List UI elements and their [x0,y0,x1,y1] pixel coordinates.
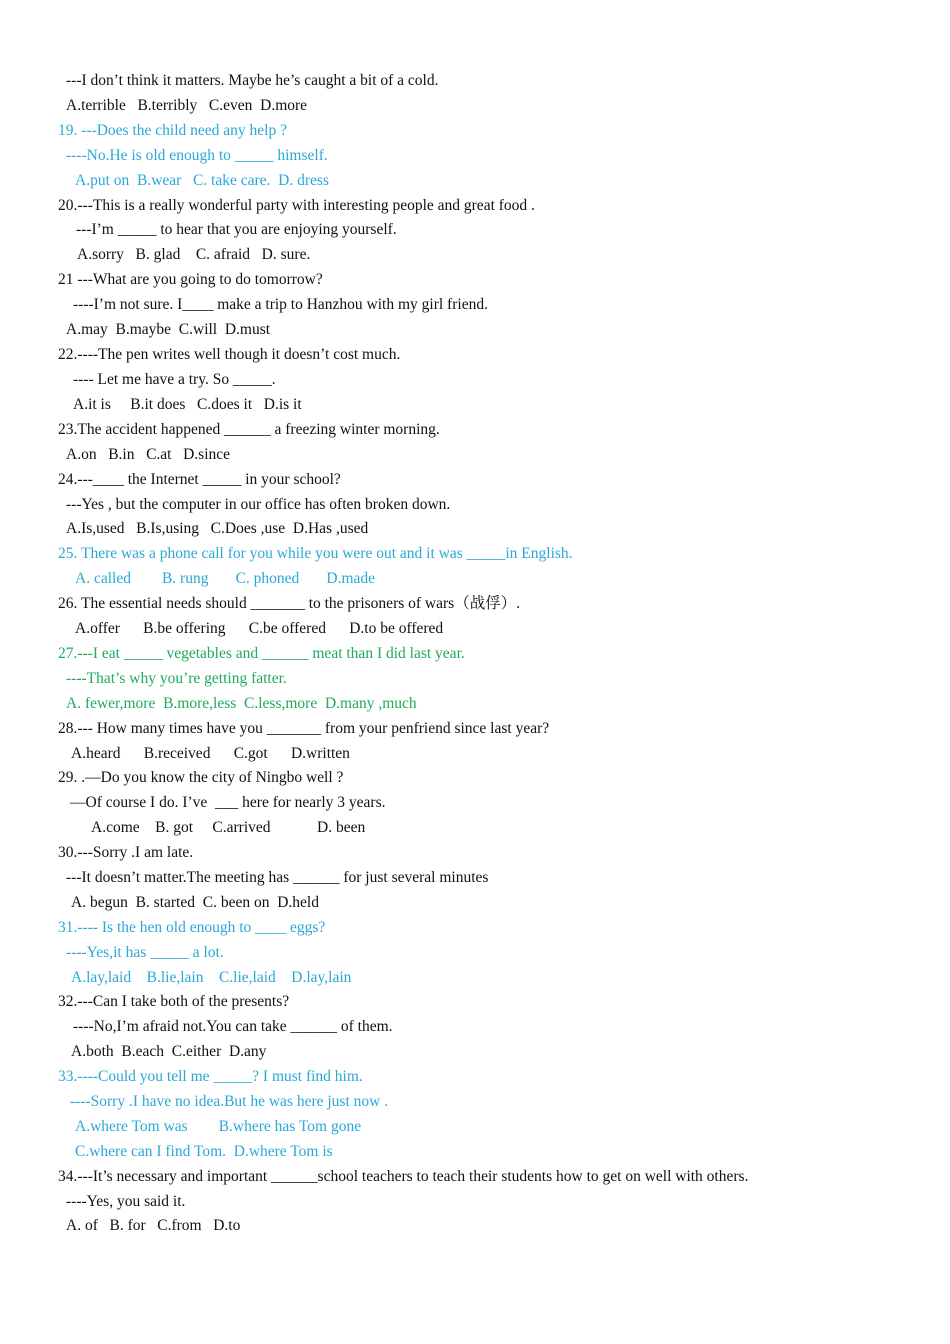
text-line: A.lay,laid B.lie,lain C.lie,laid D.lay,lain [71,969,352,986]
text-line: A.may B.maybe C.will D.must [66,321,271,338]
text-line: A. begun B. started C. been on D.held [71,894,319,911]
text-line: ----I’m not sure. I____ make a trip to Hanzhou with my girl friend. [73,296,488,313]
question-33: 33.----Could you tell me _____? I must find him. [58,1068,363,1085]
question-32: 32.---Can I take both of the presents? [58,993,290,1010]
text-line: ----No.He is old enough to _____ himself. [66,147,328,164]
question-24: 24.---____ the Internet _____ in your school? [58,471,341,488]
text-line: ---- Let me have a try. So _____. [73,371,276,388]
text-line: ----No,I’m afraid not.You can take ______ of them. [73,1018,393,1035]
text-line: ---Yes , but the computer in our office has often broken down. [66,496,451,513]
text-line: ---I don’t think it matters. Maybe he’s caught a bit of a cold. [66,72,439,89]
text-line: A.put on B.wear C. take care. D. dress [75,172,329,189]
question-27: 27.---I eat _____ vegetables and ______ meat than I did last year. [58,645,465,662]
text-line: A.where Tom was B.where has Tom gone [75,1118,362,1135]
question-31: 31.---- Is the hen old enough to ____ eggs? [58,919,326,936]
text-line: A.terrible B.terribly C.even D.more [66,97,308,114]
question-28: 28.--- How many times have you _______ from your penfriend since last year? [58,720,550,737]
text-line: ---I’m _____ to hear that you are enjoying yourself. [76,221,397,238]
question-23: 23.The accident happened ______ a freezing winter morning. [58,421,440,438]
text-line: ----Yes, you said it. [66,1193,186,1210]
question-26: 26. The essential needs should _______ to the prisoners of wars（战俘）. [58,595,521,612]
text-line: A.both B.each C.either D.any [71,1043,267,1060]
question-34: 34.---It’s necessary and important ______school teachers to teach their students how to get on well with others. [58,1168,749,1185]
question-30: 30.---Sorry .I am late. [58,844,194,861]
text-line: A.offer B.be offering C.be offered D.to be offered [75,620,444,637]
text-line: ----Sorry .I have no idea.But he was here just now . [70,1093,389,1110]
text-line: ----That’s why you’re getting fatter. [66,670,287,687]
question-29: 29. .—Do you know the city of Ningbo well ? [58,769,344,786]
text-line: A. called B. rung C. phoned D.made [75,570,376,587]
text-line: C.where can I find Tom. D.where Tom is [75,1143,333,1160]
question-25: 25. There was a phone call for you while you were out and it was _____in English. [58,545,573,562]
text-line: A. fewer,more B.more,less C.less,more D.many ,much [66,695,417,712]
text-line: ---It doesn’t matter.The meeting has ______ for just several minutes [66,869,489,886]
question-20: 20.---This is a really wonderful party with interesting people and great food . [58,197,535,214]
text-line: A.come B. got C.arrived D. been [91,819,366,836]
question-22: 22.----The pen writes well though it doesn’t cost much. [58,346,401,363]
text-line: A.sorry B. glad C. afraid D. sure. [77,246,311,263]
text-line: ----Yes,it has _____ a lot. [66,944,224,961]
question-19: 19. ---Does the child need any help ? [58,122,287,139]
text-line: A.heard B.received C.got D.written [71,745,350,762]
text-line: A.on B.in C.at D.since [66,446,231,463]
question-21: 21 ---What are you going to do tomorrow? [58,271,323,288]
text-line: A.Is,used B.Is,using C.Does ,use D.Has ,used [66,520,369,537]
text-line: A.it is B.it does C.does it D.is it [73,396,302,413]
text-line: —Of course I do. I’ve ___ here for nearly 3 years. [70,794,386,811]
text-line: A. of B. for C.from D.to [66,1217,241,1234]
